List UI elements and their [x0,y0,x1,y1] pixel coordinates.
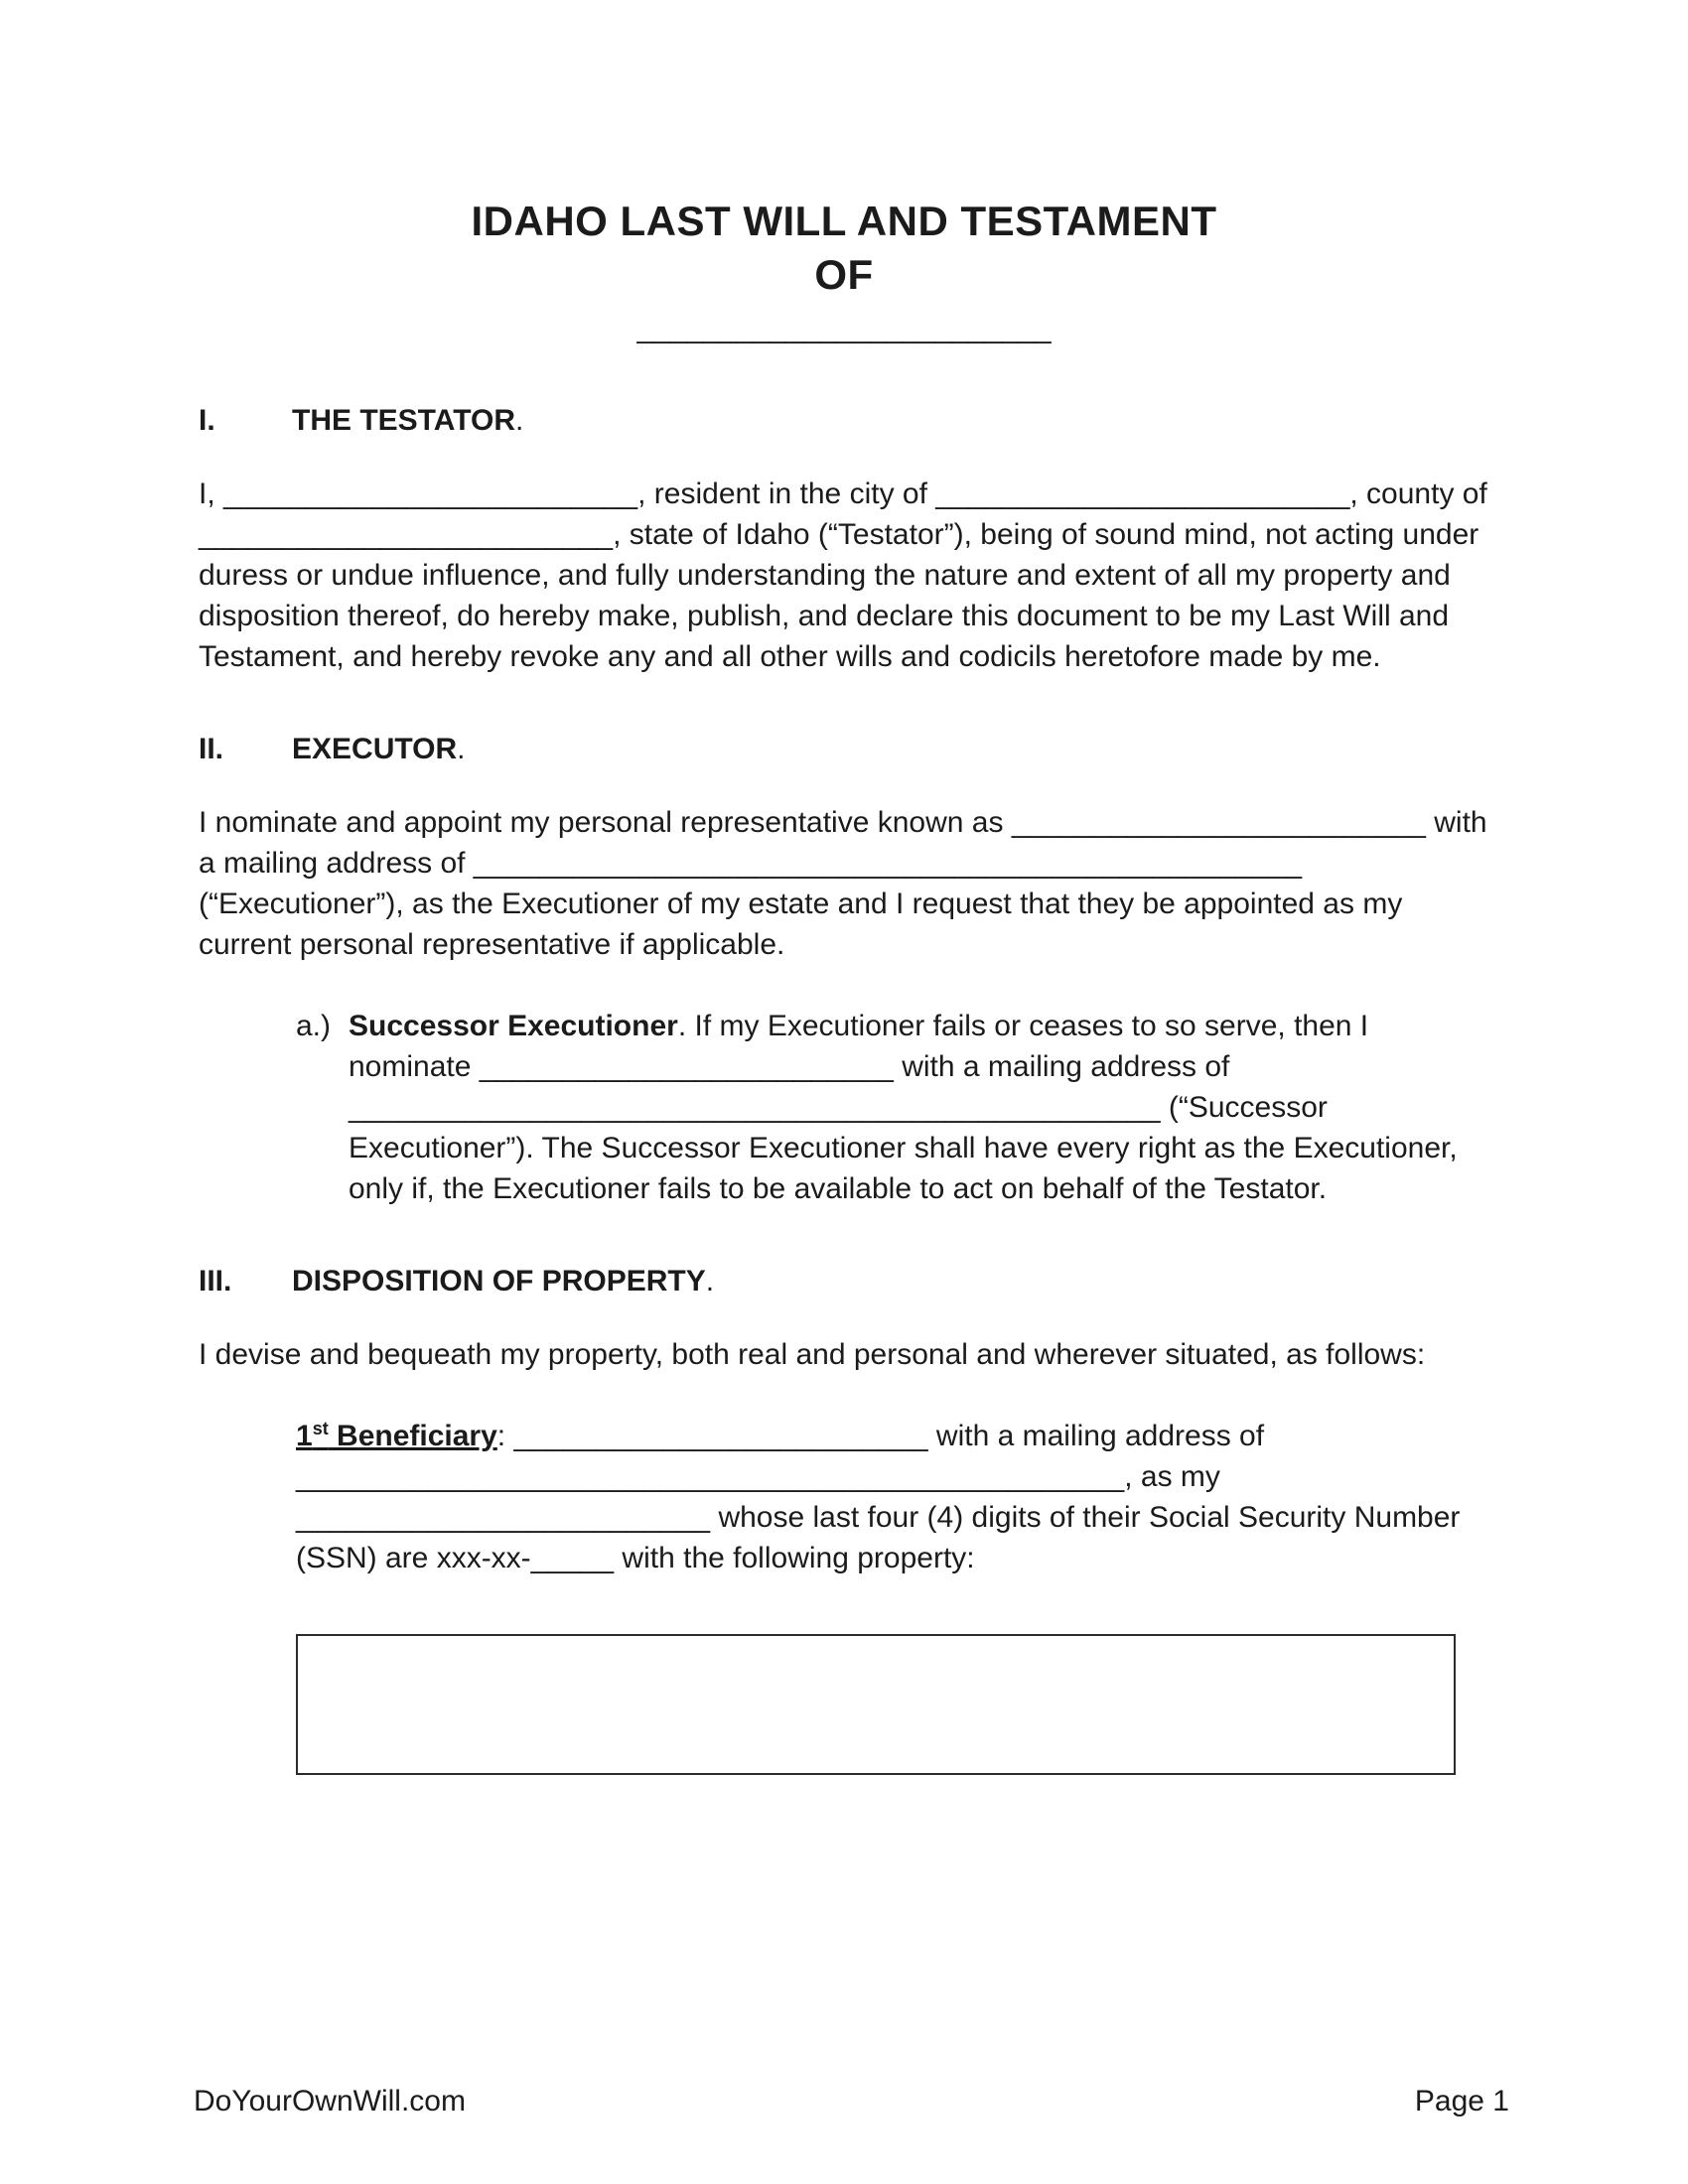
section-title-disposition [292,1261,714,1301]
successor-executioner-clause [296,1006,1489,1209]
section-title-text-disposition: DISPOSITION OF PROPERTY [292,1265,706,1297]
document-title-line-2: OF [814,251,874,298]
clause-marker: a.) [296,1010,332,1042]
section-title-period-disposition: . [705,1265,715,1297]
section-number-executor: II. [199,733,224,765]
first-beneficiary-clause [296,1416,1489,1578]
footer-page-number: Page 1 [1414,2085,1509,2117]
beneficiary-heading [296,1420,497,1452]
beneficiary-heading-bold [296,1420,497,1452]
document-title-block [199,195,1489,348]
section-title-period-executor: . [457,733,466,765]
executor-paragraph: I nominate and appoint my personal representative known as _________________________ with a mailing address of __________________________________________________ (“Executioner”), as the Executioner of my estate and I request that they be appointed as my current personal representative if applicable. [199,806,1487,961]
document-title-line-1: IDAHO LAST WILL AND TESTAMENT [471,198,1217,244]
section-heading-disposition [199,1261,1489,1301]
section-title-text-testator: THE TESTATOR [292,404,515,437]
successor-clause-body [349,1006,1489,1209]
beneficiary-text: _________________________ with a mailing address of __________________________________________________, as my _________________________ whose last four (4) digits of their Social Security Number (SSN) are xxx-xx-_____ with the following property: [296,1420,1461,1574]
disposition-paragraph: I devise and bequeath my property, both real and personal and wherever situated, as follows: [199,1338,1426,1371]
section-number-testator: I. [199,404,215,437]
footer-site-name: DoYourOwnWill.com [194,2085,466,2117]
property-description-box [296,1634,1456,1775]
section-heading-testator [199,400,1489,441]
testator-paragraph: I, _________________________, resident in the city of _________________________, county of _________________________, state of Idaho (“Testator”), being of sound mind, not acting under duress or undue influence, and fully understanding the nature and extent of all my property and disposition thereof, do hereby make, publish, and declare this document to be my Last Will and Testament, and hereby revoke any and all other wills and codicils heretofore made by me. [199,478,1487,673]
section-title-executor [292,729,466,769]
section-title-testator [292,400,523,441]
section-heading-executor [199,729,1489,769]
section-title-text-executor: EXECUTOR [292,733,458,765]
section-title-period-testator: . [515,404,524,437]
beneficiary-ordinal: st [312,1419,329,1438]
successor-clause-text: . If my Executioner fails or ceases to so serve, then I nominate _________________________ with a mailing address of _________________________________________________ (“Successor Executioner”). The Successor Executioner shall have every right as the Executioner, only if, the Executioner fails to be available to act on behalf of the Testator. [349,1010,1458,1205]
testator-name-blank: _________________________ [636,312,1052,344]
beneficiary-colon: : [496,1420,514,1452]
section-number-disposition: III. [199,1265,232,1297]
successor-clause-lead: Successor Executioner [349,1010,678,1042]
beneficiary-label: Beneficiary [328,1420,497,1452]
beneficiary-number: 1 [296,1420,313,1452]
page-footer [194,2083,1509,2120]
